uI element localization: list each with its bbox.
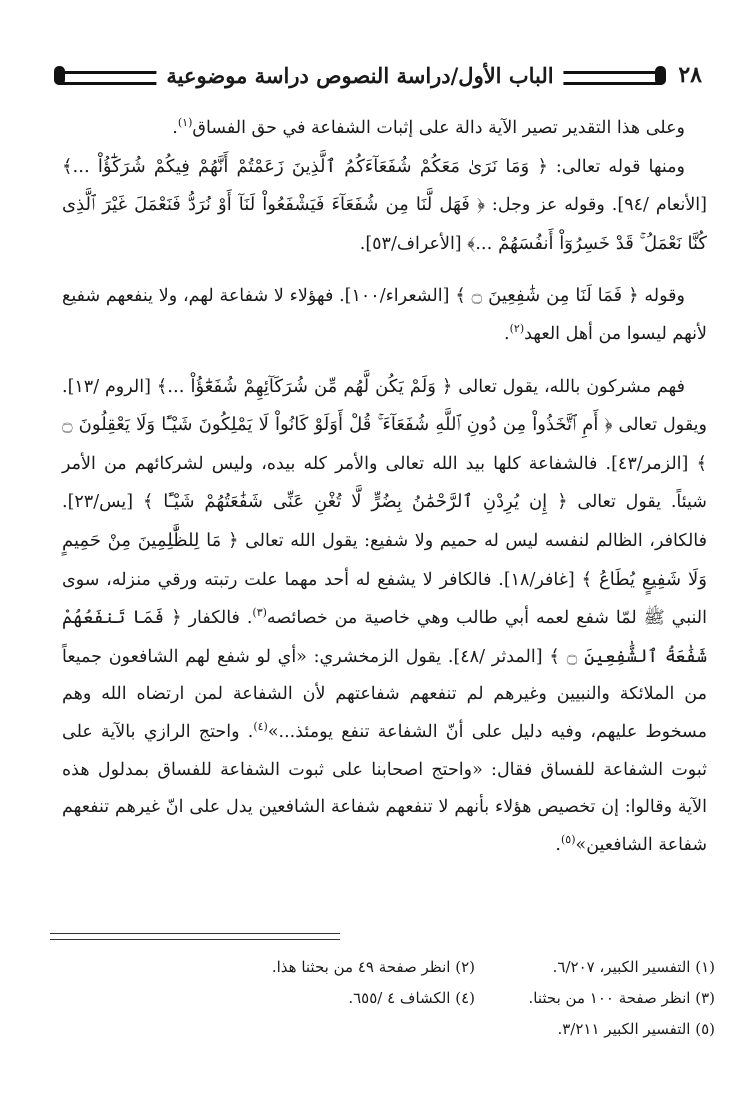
quran-verse: ﴿ فَهَل لَّنَا مِن شُفَعَآءَ فَيَشْفَعُواْ لَنَآ أَوْ نُرَدُّ فَنَعْمَلَ غَيْرَ ٱلَّذِى كُنَّا نَعْمَلُ ۚ قَدْ خَسِرُوٓاْ أَنفُسَهُمْ ...﴾ (62, 194, 707, 254)
text-run: [غافر/١٨]. فالكافر لا يشفع له أحد مهما علت رتبته ورقي منزله، سوى النبي ﷺ لمّا شفع لعمه أبي طالب وهي خاصية من خصائصه (62, 569, 707, 629)
rule-end-ornament-icon (54, 66, 65, 85)
footnote-ref: (٣) (252, 606, 267, 620)
text-run: فهم مشركون بالله، يقول تعالى (458, 376, 685, 397)
quran-verse: ﴿ فَمَا تَنفَعُهُمْ شَفَٰعَةُ ٱلشَّٰفِعِينَ ۝ ﴾ (62, 607, 708, 667)
text-run: . (555, 834, 561, 855)
verse-reference: [الأعراف/٥٣]. (359, 233, 462, 254)
text-run: [الشعراء/١٠٠]. فهؤلاء لا شفاعة لهم، ولا ينفعهم شفيع لأنهم ليسوا من أهل العهد (62, 286, 707, 344)
quran-verse: ﴿ مَا لِلظَّٰلِمِينَ مِنْ حَمِيمٍ وَلَا شَفِيعٍ يُطَاعُ ﴾ (62, 529, 707, 590)
text-run: [المدثر /٤٨]. يقول الزمخشري: «أي لو شفع لهم الشافعون جميعاً من الملائكة والنبيين وغيرهم لم تنفعهم شفاعتهم لأن الشفاعة لمن ارتضاه الله وهم مسخوط عليهم، وفيه دليل على أنّ الشفاعة تنفع يومئذ...» (62, 646, 707, 742)
paragraph (62, 148, 707, 264)
footnote: (٣) انظر صفحة ١٠٠ من بحثنا. (528, 989, 715, 1007)
verse-reference: [الروم /١٣]. ويقول تعالى (62, 376, 707, 436)
main-text (62, 110, 707, 864)
text-run: [الزمر/٤٣]. فالشفاعة كلها بيد الله تعالى والأمر كله بيده، وليس لشركائهم من الأمر شيئاً. يقول تعالى (62, 453, 707, 513)
header-ornament-rule (58, 61, 662, 91)
footnote-ref: (٥) (560, 832, 576, 846)
text-run: ومنها قوله تعالى: (555, 156, 685, 177)
page-number: ٢٨ (678, 62, 702, 88)
quran-verse: ﴿ إِن يُرِدْنِ ٱلرَّحْمَٰنُ بِضُرٍّ لَّا تُغْنِ عَنِّى شَفَٰعَتُهُمْ شَيْـًٔا ﴾ (142, 491, 568, 513)
footnote-row (50, 983, 715, 1014)
text-run: وعلى هذا التقدير تصير الآية دالة على إثبات الشفاعة في حق الفساق (192, 118, 685, 138)
rule-end-ornament-icon (655, 66, 666, 85)
footnotes (50, 952, 715, 1045)
text-run: . (504, 323, 510, 344)
text-run: . فالكفار (188, 608, 253, 629)
paragraph (62, 368, 707, 865)
footnote-row (50, 952, 715, 983)
text-run: . (172, 118, 178, 138)
quran-verse: ﴿ فَمَا لَنَا مِن شَٰفِعِينَ ۝ ﴾ (455, 285, 639, 307)
footnote-ref: (٤) (253, 720, 268, 734)
paragraph (62, 110, 707, 148)
footnote-separator (50, 939, 340, 940)
text-run: [يس/٢٣]. فالكافر، الظالم لنفسه ليس له حميم ولا شفيع: يقول الله تعالى (62, 492, 707, 551)
quran-verse: ﴿ وَمَا نَرَىٰ مَعَكُمْ شُفَعَآءَكُمُ ٱلَّذِينَ زَعَمْتُمْ أَنَّهُمْ فِيكُمْ شُرَكَٰٓؤُاْ ...﴾ (62, 155, 548, 177)
footnote: (٤) الكشاف ٤ /٦٥٥. (348, 989, 475, 1007)
page-header (50, 58, 702, 98)
quran-verse: ﴿ أَمِ ٱتَّخَذُواْ مِن دُونِ ٱللَّهِ شُفَعَآءَ ۚ قُلْ أَوَلَوْ كَانُواْ لَا يَمْلِكُونَ شَيْـًٔا وَلَا يَعْقِلُونَ ۝ ﴾ (62, 414, 707, 474)
footnote-ref: (١) (177, 116, 193, 130)
text-run: . واحتج الرازي بالآية على ثبوت الشفاعة للفساق فقال: «واحتج اصحابنا على ثبوت الشفاعة للفساق بمدلول هذه الآية وقالوا: إن تخصيص هؤلاء بأنهم لا تنفعهم شفاعة الشافعين يدل على انّ غيرهم تنفعهم شفاعة الشافعين» (62, 721, 707, 855)
footnote: (٢) انظر صفحة ٤٩ من بحثنا هذا. (271, 958, 475, 976)
footnote-separator (50, 933, 340, 934)
footnote: (١) التفسير الكبير، ٦/٢٠٧. (552, 958, 715, 976)
paragraph (62, 277, 707, 353)
verse-reference: [الأنعام /٩٤]. وقوله عز وجل: (491, 195, 707, 216)
quran-verse: ﴿ وَلَمْ يَكُن لَّهُم مِّن شُرَكَآئِهِمْ شُفَعَٰٓؤُاْ ...﴾ (156, 375, 453, 397)
chapter-title: الباب الأول/دراسة النصوص دراسة موضوعية (156, 61, 563, 91)
footnote-ref: (٢) (509, 322, 525, 336)
footnote: (٥) التفسير الكبير ٣/٢١١. (557, 1020, 715, 1038)
footnote-row (50, 1014, 715, 1045)
text-run: وقوله (644, 286, 685, 307)
